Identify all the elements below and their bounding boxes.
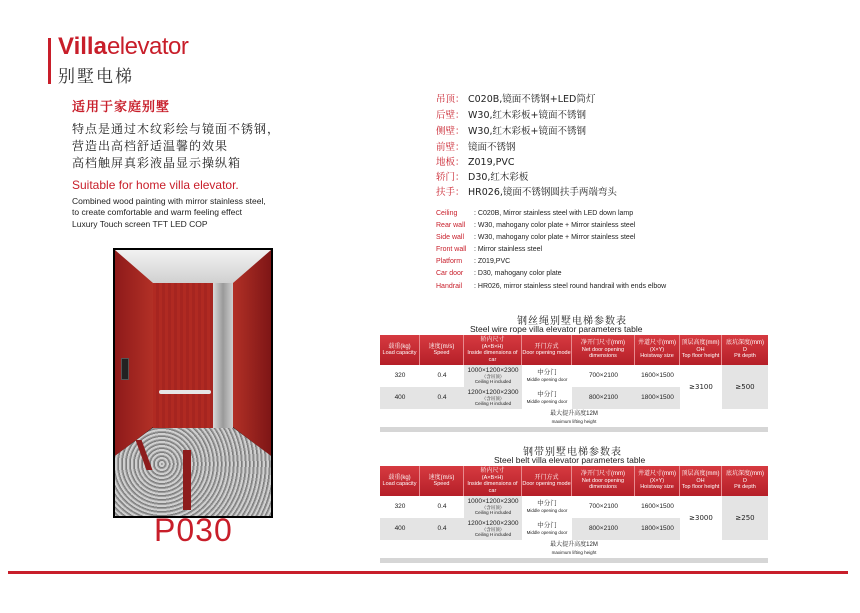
header-top-floor: 顶层高度(mm) OH Top floor height [680,335,722,365]
cell-load: 320 [380,365,420,387]
header-speed: 速度(m/s) Speed [420,466,464,496]
table1-title-cn: 钢丝绳别墅电梯参数表 [517,316,627,327]
intro-line-en: to create comfortable and warm feeling effect [72,207,242,217]
cabin-left-wall [115,250,153,456]
spec-row-cn: 扶手： HR026,镜面不锈钢圆扶手两端弯头 [436,187,617,198]
intro-line-en: Combined wood painting with mirror stainless steel, [72,196,266,206]
spec-row-cn: 吊顶： C020B,镜面不锈钢+LED筒灯 [436,94,596,105]
cell-speed: 0.4 [420,496,464,518]
header-pit-depth: 底坑深度(mm) D Pit depth [726,471,764,491]
cabin-handrail [159,390,211,394]
cell-oh-merged: ≥3000 [689,514,713,522]
header-inside-dim: 轿内尺寸 (A×B×H) Inside dimensions of car [464,335,522,365]
cabin-rear-wall [153,283,213,428]
cell-door: 中分门 Middle opening door [522,518,572,540]
cell-dim: 1000×1200×2300 （含吊顶） Ceiling H included [464,365,522,387]
cell-net-door: 800×2100 [572,387,635,409]
table-header [380,335,768,365]
elevator-cabin-image [113,248,273,518]
spec-row-en: Handrail : HR026, mirror stainless steel round handrail with ends elbow [436,283,667,290]
cell-load: 400 [380,387,420,409]
spec-row-cn: 后壁： W30,红木彩板+镜面不锈钢 [436,110,586,121]
table2-title-cn: 钢带别墅电梯参数表 [523,447,622,458]
cell-hoistway: 1800×1500 [635,518,680,540]
spec-row-cn: 侧壁： W30,红木彩板+镜面不锈钢 [436,126,586,137]
cell-dim: 1000×1200×2300 （含吊顶） Ceiling H included [464,496,522,518]
cell-load: 400 [380,518,420,540]
header-door-mode: 开门方式 Door opening mode [522,335,572,365]
cell-pit-merged: ≥500 [722,365,768,409]
cell-door: 中分门 Middle opening door [522,387,572,409]
brand-title: Villaelevator [58,33,189,60]
cell-net-door: 700×2100 [572,365,635,387]
cell-speed: 0.4 [420,387,464,409]
cell-speed: 0.4 [420,518,464,540]
table2-title-en: Steel belt villa elevator parameters table [494,455,646,465]
spec-row-en: Ceiling : C020B, Mirror stainless steel with LED down lamp [436,210,634,217]
cell-pit-merged: ≥250 [722,496,768,540]
cell-hoistway: 1800×1500 [635,387,680,409]
spec-row-en: Platform : Z019,PVC [436,258,511,265]
spec-row-en: Rear wall : W30, mahogany color plate + Mirror stainless steel [436,222,636,229]
intro-title-en: Suitable for home villa elevator. [72,178,239,192]
brand-accent-bar [48,38,51,84]
header-hoistway: 井道尺寸(mm) (X×Y) Hoistway size [635,335,680,365]
cell-dim: 1200×1200×2300 （含吊顶） Ceiling H included [464,387,522,409]
header-pit-depth: 底坑深度(mm) D Pit depth [726,340,764,360]
cell-oh-merged: ≥3100 [689,383,713,391]
header-load: 载重(kg) Load capacity [380,466,420,496]
table-header [380,466,768,496]
cell-speed: 0.4 [420,365,464,387]
spec-row-cn: 前壁： 镜面不锈钢 [436,142,516,153]
table-footnote: 最大提升高度12M maximum lifting height [550,411,598,424]
cell-net-door: 700×2100 [572,496,635,518]
header-net-door: 净开门尺寸(mm) Net door opening dimensions [572,466,635,496]
cell-net-door: 800×2100 [572,518,635,540]
cabin-right-wall [233,250,271,456]
intro-title-cn: 适用于家庭别墅 [72,100,171,115]
header-top-floor: 顶层高度(mm) OH Top floor height [680,466,722,496]
cell-load: 320 [380,496,420,518]
table-bottom-bar [380,558,768,563]
model-number: P030 [154,512,233,548]
cell-hoistway: 1600×1500 [635,365,680,387]
header-load: 载重(kg) Load capacity [380,335,420,365]
spec-row-en: Front wall : Mirror stainless steel [436,246,543,253]
intro-line-cn: 高档触屏真彩液晶显示操纵箱 [72,156,242,170]
header-speed: 速度(m/s) Speed [420,335,464,365]
header-door-mode: 开门方式 Door opening mode [522,466,572,496]
header-hoistway: 井道尺寸(mm) (X×Y) Hoistway size [635,466,680,496]
cell-door: 中分门 Middle opening door [522,496,572,518]
spec-row-cn: 地板： Z019,PVC [436,157,515,168]
spec-row-en: Car door : D30, mahogany color plate [436,270,562,277]
table-footnote: 最大提升高度12M maximum lifting height [550,542,598,555]
header-net-door: 净开门尺寸(mm) Net door opening dimensions [572,335,635,365]
cabin-mirror-panel [213,283,233,428]
cell-hoistway: 1600×1500 [635,496,680,518]
intro-line-cn: 营造出高档舒适温馨的效果 [72,139,229,153]
cell-dim: 1200×1200×2300 （含吊顶） Ceiling H included [464,518,522,540]
floor-inlay [183,450,191,510]
intro-line-en: Luxury Touch screen TFT LED COP [72,219,208,229]
header-inside-dim: 轿内尺寸 (A×B×H) Inside dimensions of car [464,466,522,496]
table1-title-en: Steel wire rope villa elevator parameters table [470,324,643,334]
bottom-red-rule [8,571,848,574]
intro-line-cn: 特点是通过木纹彩绘与镜面不锈钢， [72,122,281,136]
cell-door: 中分门 Middle opening door [522,365,572,387]
table-bottom-bar [380,427,768,432]
cabin-control-panel [121,358,129,380]
spec-row-en: Side wall : W30, mahogany color plate + Mirror stainless steel [436,234,636,241]
brand-subtitle-cn: 别墅电梯 [58,67,134,87]
spec-row-cn: 轿门： D30,红木彩板 [436,172,529,183]
